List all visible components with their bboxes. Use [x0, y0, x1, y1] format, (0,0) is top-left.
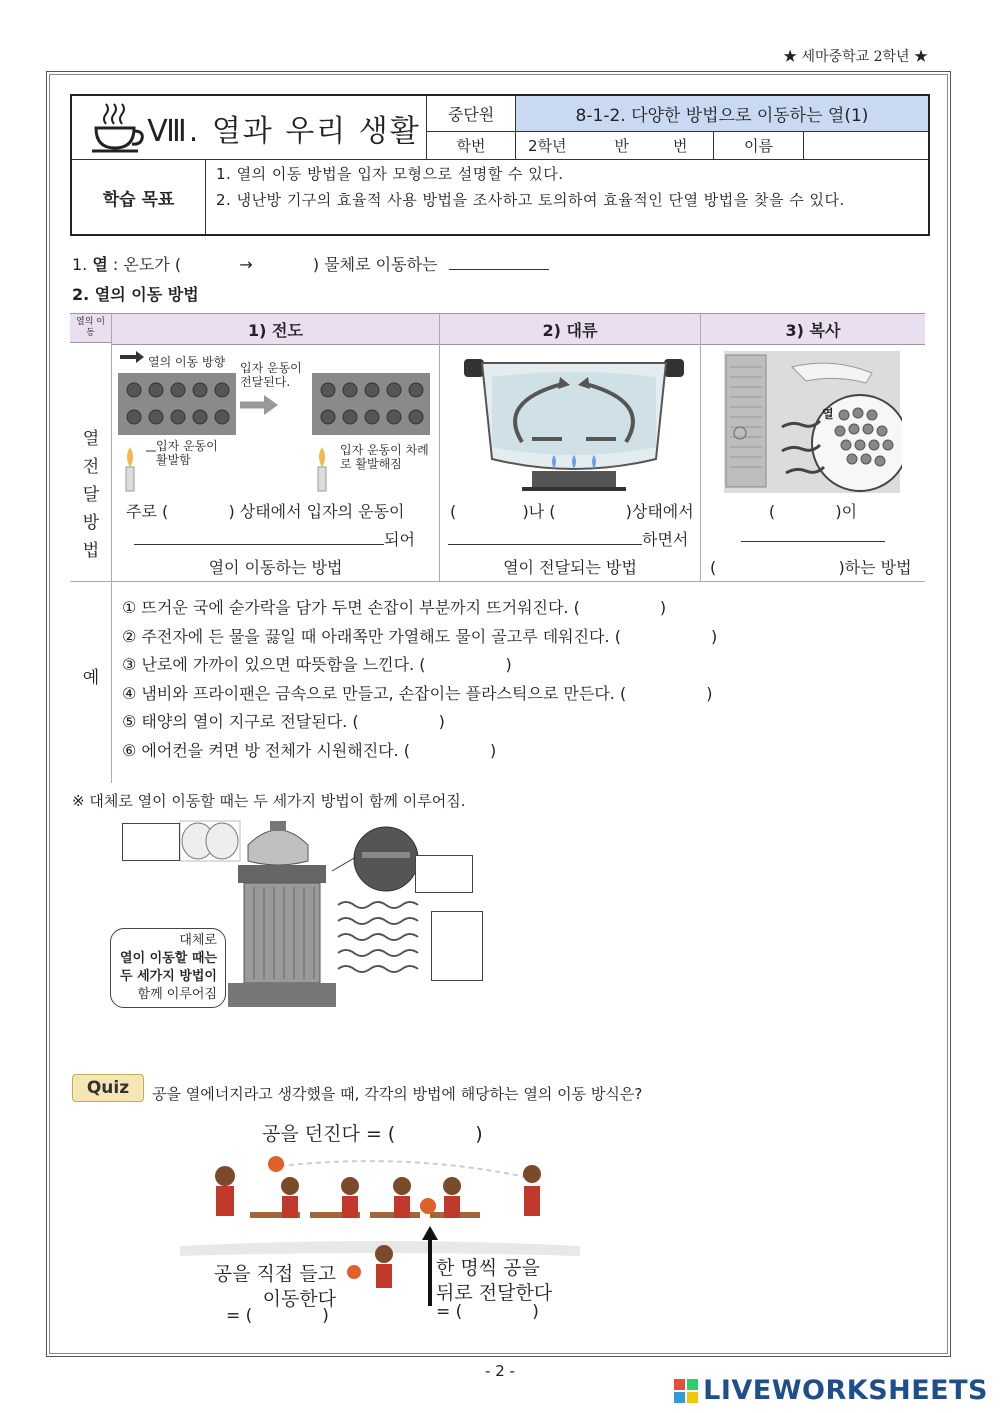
example-1: ① 뜨거운 국에 숟가락을 담가 두면 손잡이 부분까지 뜨거워진다. ( )	[122, 598, 667, 617]
header-conduction: 1) 전도	[112, 313, 439, 345]
conduction-active-label: 입자 운동이 활발함	[156, 439, 218, 467]
quiz-pass: 한 명씩 공을 뒤로 전달한다	[436, 1257, 553, 1304]
heater-callout: 대체로 열이 이동할 때는 두 세가지 방법이 함께 이루어짐	[110, 928, 226, 1008]
student-grade-cell[interactable]	[516, 132, 714, 160]
row-label-example: 예	[82, 668, 100, 688]
goal-item-2: 2. 냉난방 기구의 효율적 사용 방법을 조사하고 토의하여 효율적인 단열 방법을 찾을 수 있다.	[216, 191, 845, 209]
arrow-icon: →	[239, 255, 253, 274]
goal-label: 학습 목표	[102, 189, 175, 210]
example-5: ⑤ 태양의 열이 지구로 전달된다. ( )	[122, 712, 445, 731]
grade-text: 2학년	[528, 137, 567, 155]
page-number: - 2 -	[485, 1362, 515, 1380]
conduction-line-3: 열이 이동하는 방법	[208, 558, 343, 577]
convection-figure	[462, 347, 686, 497]
quiz-carry-answer-line: = ( )	[226, 1306, 329, 1326]
header-radiation: 3) 복사	[701, 313, 925, 345]
section-title: 8-1-2. 다양한 방법으로 이동하는 열(1)	[516, 96, 928, 132]
table-corner: 열의 이동	[70, 313, 111, 343]
conduction-sequential-label: 입자 운동이 차례로 활발해짐	[340, 443, 429, 471]
chapter-cell	[72, 96, 427, 160]
student-id-label: 학번	[427, 132, 516, 160]
quiz-carry: 공을 직접 들고 이동한다	[213, 1263, 336, 1310]
radiation-line-1: ( )이	[768, 502, 858, 521]
radiation-heat-label: 열	[822, 407, 834, 421]
liveworksheets-brand: LIVEWORKSHEETS	[703, 1375, 988, 1406]
quiz-throw: 공을 던진다 = ( )	[262, 1123, 483, 1145]
example-2: ② 주전자에 든 물을 끓일 때 아래쪽만 가열해도 물이 골고루 데워진다. ( )	[122, 627, 718, 646]
header-table	[70, 94, 930, 236]
question-1	[72, 252, 549, 275]
example-4: ④ 냄비와 프라이팬은 금속으로 만들고, 손잡이는 플라스틱으로 만든다. ( )	[122, 684, 713, 703]
conduction-line-2: 되어	[134, 527, 415, 550]
name-field[interactable]	[804, 132, 928, 160]
heater-answer-box-2[interactable]	[415, 855, 473, 893]
q1-text-after: ) 물체로 이동하는	[312, 255, 438, 274]
name-label: 이름	[714, 132, 804, 160]
q1-text-before: : 온도가 (	[112, 255, 182, 274]
number-label: 번	[673, 137, 688, 155]
conduction-blank-process[interactable]	[134, 530, 384, 545]
conduction-direction-label: 열의 이동 방향	[148, 355, 226, 369]
note-text: ※ 대체로 열이 이동할 때는 두 세가지 방법이 함께 이루어짐.	[72, 792, 466, 810]
liveworksheets-logo	[673, 1375, 988, 1406]
school-name: ★ 세마중학교 2학년 ★	[783, 49, 928, 65]
convection-line-1: ( )나 ( )상태에서	[450, 502, 694, 521]
q1-term: 열	[92, 255, 108, 274]
radiation-line-2	[701, 527, 925, 546]
class-label: 반	[614, 137, 630, 155]
row-label-transfer: 열 전달 방법	[82, 429, 100, 561]
chapter-title: Ⅷ. 열과 우리 생활	[147, 113, 421, 149]
question-2-title: 2. 열의 이동 방법	[72, 285, 199, 304]
example-3: ③ 난로에 가까이 있으면 따뜻함을 느낀다. ( )	[122, 655, 512, 674]
heater-answer-box-3[interactable]	[431, 911, 483, 981]
example-6: ⑥ 에어컨을 켜면 방 전체가 시원해진다. ( )	[122, 741, 497, 760]
convection-blank-process[interactable]	[448, 530, 642, 545]
q1-blank-2[interactable]	[449, 255, 549, 270]
conduction-line-1: 주로 ( ) 상태에서 입자의 운동이	[126, 502, 405, 521]
convection-line-2: 하면서	[448, 527, 688, 550]
header-convection: 2) 대류	[440, 313, 700, 345]
liveworksheets-icon	[673, 1378, 699, 1404]
quiz-pass-answer-line: = ( )	[436, 1302, 539, 1322]
q1-number: 1.	[72, 255, 88, 274]
conduction-transfer-label: 입자 운동이 전달된다.	[240, 361, 302, 389]
goal-item-1: 1. 열의 이동 방법을 입자 모형으로 설명할 수 있다.	[216, 165, 564, 183]
section-label: 중단원	[427, 96, 516, 132]
methods-table	[70, 313, 925, 783]
radiation-line-3: ( )하는 방법	[710, 558, 912, 577]
goal-list	[206, 161, 921, 213]
quiz-badge: Quiz	[72, 1074, 144, 1102]
radiation-figure	[722, 347, 902, 497]
radiation-blank-2[interactable]	[741, 527, 885, 542]
quiz-question: 공을 열에너지라고 생각했을 때, 각각의 방법에 해당하는 열의 이동 방식은?	[152, 1085, 643, 1103]
goal-label-cell	[72, 160, 206, 234]
coffee-cup-icon	[90, 100, 146, 154]
heater-answer-box-1[interactable]	[122, 823, 180, 861]
convection-line-3: 열이 전달되는 방법	[503, 558, 637, 577]
